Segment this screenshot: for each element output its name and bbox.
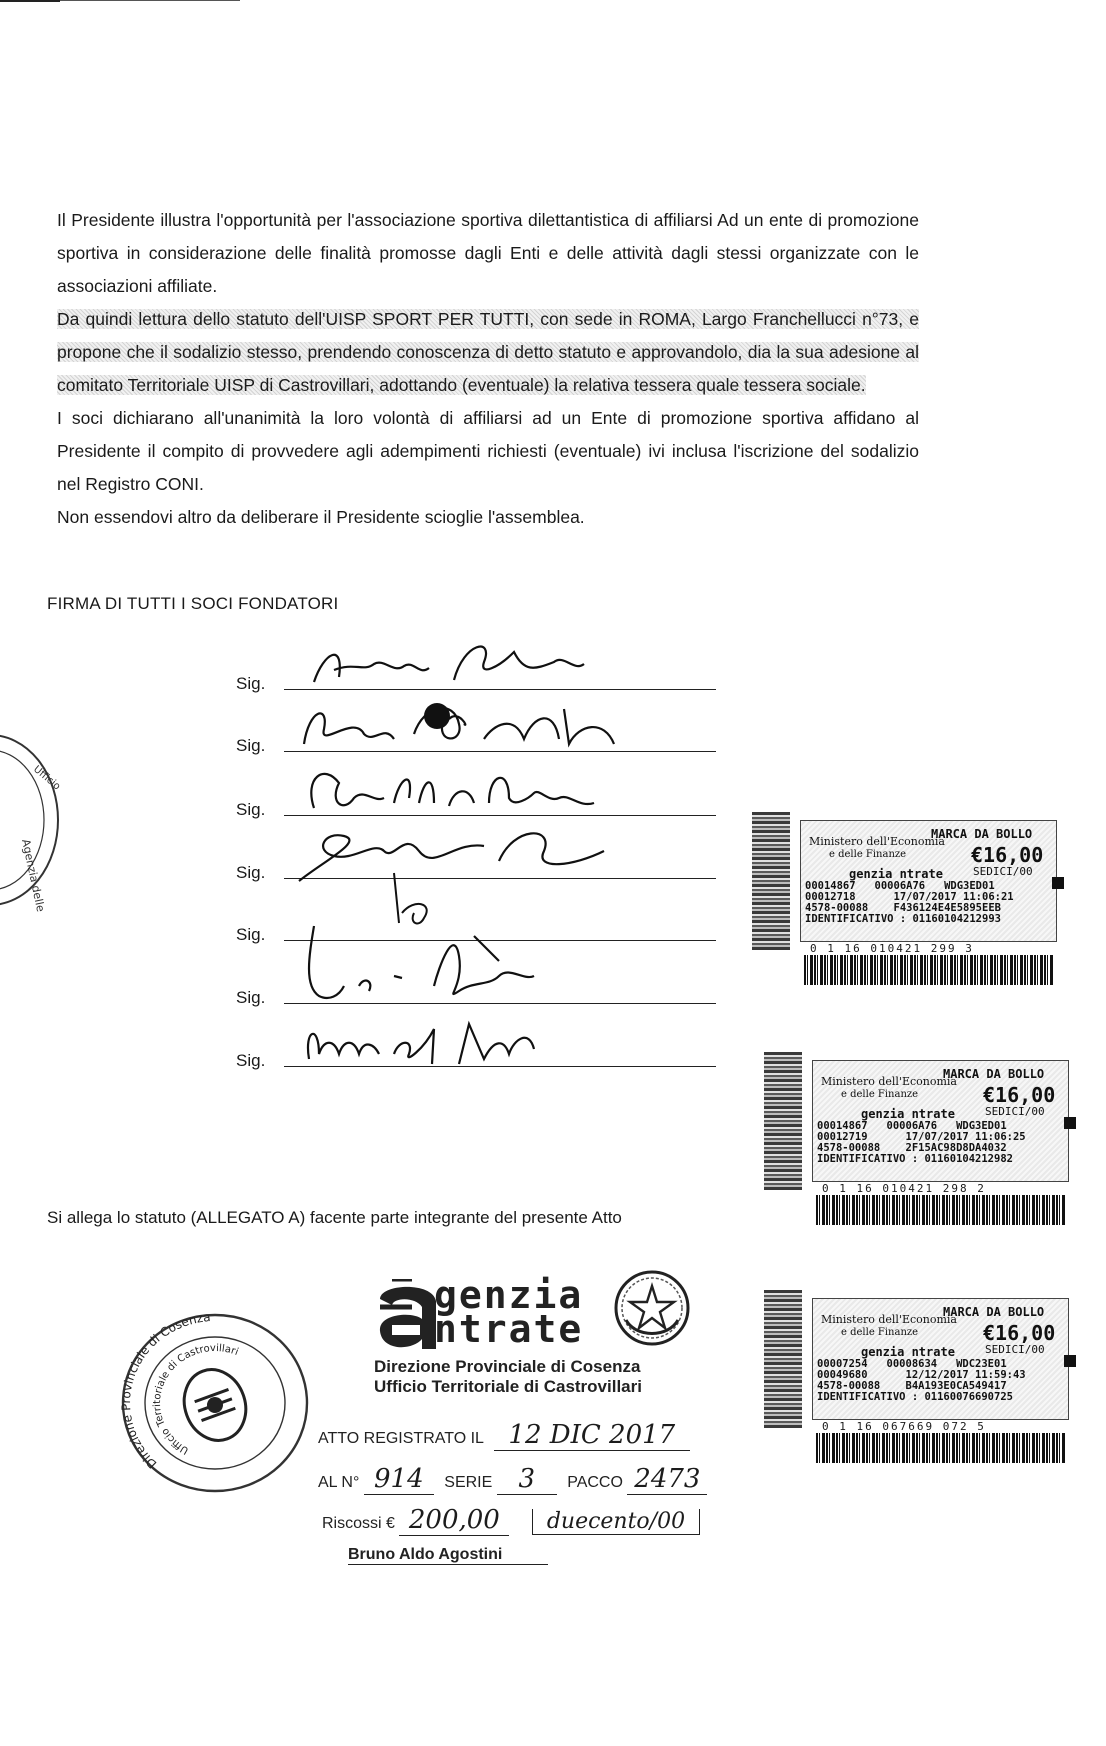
handwritten-signature (284, 883, 644, 945)
signature-row (236, 915, 716, 945)
stamp-finance: e delle Finanze (841, 1327, 919, 1338)
handwritten-signature (284, 758, 644, 820)
stamp-holographic-strip (752, 812, 790, 950)
paragraph-chiusura: Non essendovi altro da deliberare il Presidente scioglie l'assemblea. (57, 507, 585, 527)
tax-stamp (752, 812, 1057, 962)
svg-text:Agenzia delle: Agenzia delle (19, 837, 48, 913)
stamp-title: MARCA DA BOLLO (943, 1067, 1045, 1081)
top-rule (0, 0, 60, 2)
handwritten-signature (284, 946, 644, 1008)
stamp-card (812, 1060, 1069, 1182)
stamp-codes: 00014867 00006A76 WDG3ED01 00012719 17/07/2017 11:06:25 4578-00088 2F15AC98D8DA4032 IDENTIFICATIVO : 01160104212982 (817, 1120, 1026, 1165)
sig-label: Sig. (236, 988, 266, 1007)
stamp-brand: genzia ntrate (861, 1107, 955, 1121)
sig-label: Sig. (236, 863, 266, 882)
stamp-tab (1052, 877, 1064, 889)
riscossi-value: 200,00 (399, 1505, 509, 1536)
signature-row (236, 1041, 716, 1071)
stamp-codes: 00014867 00006A76 WDG3ED01 00012718 17/07/2017 11:06:21 4578-00088 F436124E4E5895EEB IDENTIFICATIVO : 01160104212993 (805, 880, 1014, 925)
stamp-text-bottom: Ufficio Territoriale di Castrovillari (152, 1342, 240, 1456)
signer-name: Bruno Aldo Agostini (348, 1546, 548, 1565)
agency-brand-line1: genzia (434, 1273, 584, 1317)
stamp-amount-words: SEDICI/00 (985, 1343, 1045, 1356)
handwritten-signature (284, 1009, 644, 1071)
atto-date: 12 DIC 2017 (494, 1420, 690, 1451)
stamp-tab (1064, 1355, 1076, 1367)
signature-row (236, 853, 716, 883)
stamp-title: MARCA DA BOLLO (943, 1305, 1045, 1319)
pacco-label: PACCO (567, 1474, 623, 1491)
stamp-card (800, 820, 1057, 942)
stamp-amount-words: SEDICI/00 (973, 865, 1033, 878)
stamp-card (812, 1298, 1069, 1420)
handwritten-signature (284, 821, 644, 883)
sig-label: Sig. (236, 1051, 266, 1070)
signature-row (236, 664, 716, 694)
pacco-value: 2473 (627, 1464, 707, 1495)
stamp-amount-words: SEDICI/00 (985, 1105, 1045, 1118)
tax-stamp (764, 1052, 1069, 1202)
stamp-amount: €16,00 (983, 1083, 1056, 1107)
atto-registrato-row (318, 1420, 690, 1451)
stamp-ministry: Ministero dell'Economia (821, 1313, 957, 1326)
handwritten-signature (284, 694, 644, 756)
agency-brand-line2: ntrate (434, 1307, 584, 1351)
signatures-title: FIRMA DI TUTTI I SOCI FONDATORI (47, 594, 339, 613)
sig-label: Sig. (236, 674, 266, 693)
svg-text:Ufficio: Ufficio (31, 763, 63, 793)
agency-ufficio: Ufficio Territoriale di Castrovillari (374, 1377, 642, 1396)
stamp-amount: €16,00 (971, 843, 1044, 867)
stamp-title: MARCA DA BOLLO (931, 827, 1033, 841)
al-label: AL N° (318, 1474, 360, 1491)
paragraph-soci: I soci dichiarano all'unanimità la loro volontà di affiliarsi ad un Ente di promozione sportiva affidano al Presidente il compito di provvedere agli adempimenti richiesti (eventuale) ivi inclusa l'iscrizione del sodalizio nel Registro CONI. (57, 408, 919, 494)
signer-row (348, 1546, 548, 1565)
riscossi-row (322, 1505, 700, 1536)
highlighted-text: Da quindi lettura dello statuto dell'UISP SPORT PER TUTTI, con sede in ROMA, Largo Franchellucci n°73, e propone che il sodalizio stesso, prendendo conoscenza di detto statuto e approvandolo, dia la sua adesione al comitato Territoriale UISP di Castrovillari, adottando (eventuale) la relativa tessera quale tessera sociale. (57, 309, 919, 395)
stamp-finance: e delle Finanze (841, 1089, 919, 1100)
stamp-holographic-strip (764, 1290, 802, 1428)
stamp-barcode-number: 0 1 16 010421 298 2 (822, 1182, 986, 1195)
stamp-barcode-number: 0 1 16 067669 072 5 (822, 1420, 986, 1433)
stamp-barcode (816, 1433, 1066, 1463)
signature-row (236, 978, 716, 1008)
stamp-ministry: Ministero dell'Economia (809, 835, 945, 848)
republic-emblem-icon (612, 1268, 692, 1348)
sig-label: Sig. (236, 925, 266, 944)
atto-number-row (318, 1464, 707, 1495)
stamp-brand: genzia ntrate (849, 867, 943, 881)
stamp-codes: 00007254 00008634 WDC23E01 00049680 12/12/2017 11:59:43 4578-00088 B4A193E0CA549417 IDENTIFICATIVO : 01160076690725 (817, 1358, 1026, 1403)
stamp-text-top: Direzione Provinciale di Cosenza (118, 1310, 212, 1472)
tax-stamp (764, 1290, 1069, 1440)
stamp-finance: e delle Finanze (829, 849, 907, 860)
stamp-amount: €16,00 (983, 1321, 1056, 1345)
agency-direzione: Direzione Provinciale di Cosenza (374, 1357, 641, 1376)
stamp-barcode (804, 955, 1054, 985)
al-value: 914 (364, 1464, 434, 1495)
handwritten-signature (284, 632, 644, 694)
sig-label: Sig. (236, 800, 266, 819)
atto-label: ATTO REGISTRATO IL (318, 1430, 484, 1447)
stamp-tab (1064, 1117, 1076, 1129)
serie-value: 3 (497, 1464, 557, 1495)
top-rule-thin (60, 0, 240, 1)
stamp-ministry: Ministero dell'Economia (821, 1075, 957, 1088)
stamp-barcode-number: 0 1 16 010421 299 3 (810, 942, 974, 955)
stamp-barcode (816, 1195, 1066, 1225)
round-office-stamp (115, 1305, 315, 1500)
stamp-holographic-strip (764, 1052, 802, 1190)
paragraph-presidente: Il Presidente illustra l'opportunità per l'associazione sportiva dilettantistica di affiliarsi Ad un ente di promozione sportiva in considerazione delle finalità promosse dagli Enti e delle attività dagli stessi organizzate con le associazioni affiliate. (57, 210, 919, 296)
sig-label: Sig. (236, 736, 266, 755)
allegato-note: Si allega lo statuto (ALLEGATO A) facente parte integrante del presente Atto (47, 1208, 622, 1227)
minutes-text (57, 204, 919, 534)
svg-text:Direzione Provinciale di Cosen (119, 1310, 211, 1471)
riscossi-label: Riscossi € (322, 1515, 395, 1532)
signature-row (236, 790, 716, 820)
signature-row (236, 726, 716, 756)
partial-round-stamp (0, 730, 70, 913)
riscossi-words: duecento/00 (532, 1509, 700, 1535)
stamp-brand: genzia ntrate (861, 1345, 955, 1359)
serie-label: SERIE (444, 1474, 493, 1491)
paragraph-statuto (57, 303, 919, 402)
